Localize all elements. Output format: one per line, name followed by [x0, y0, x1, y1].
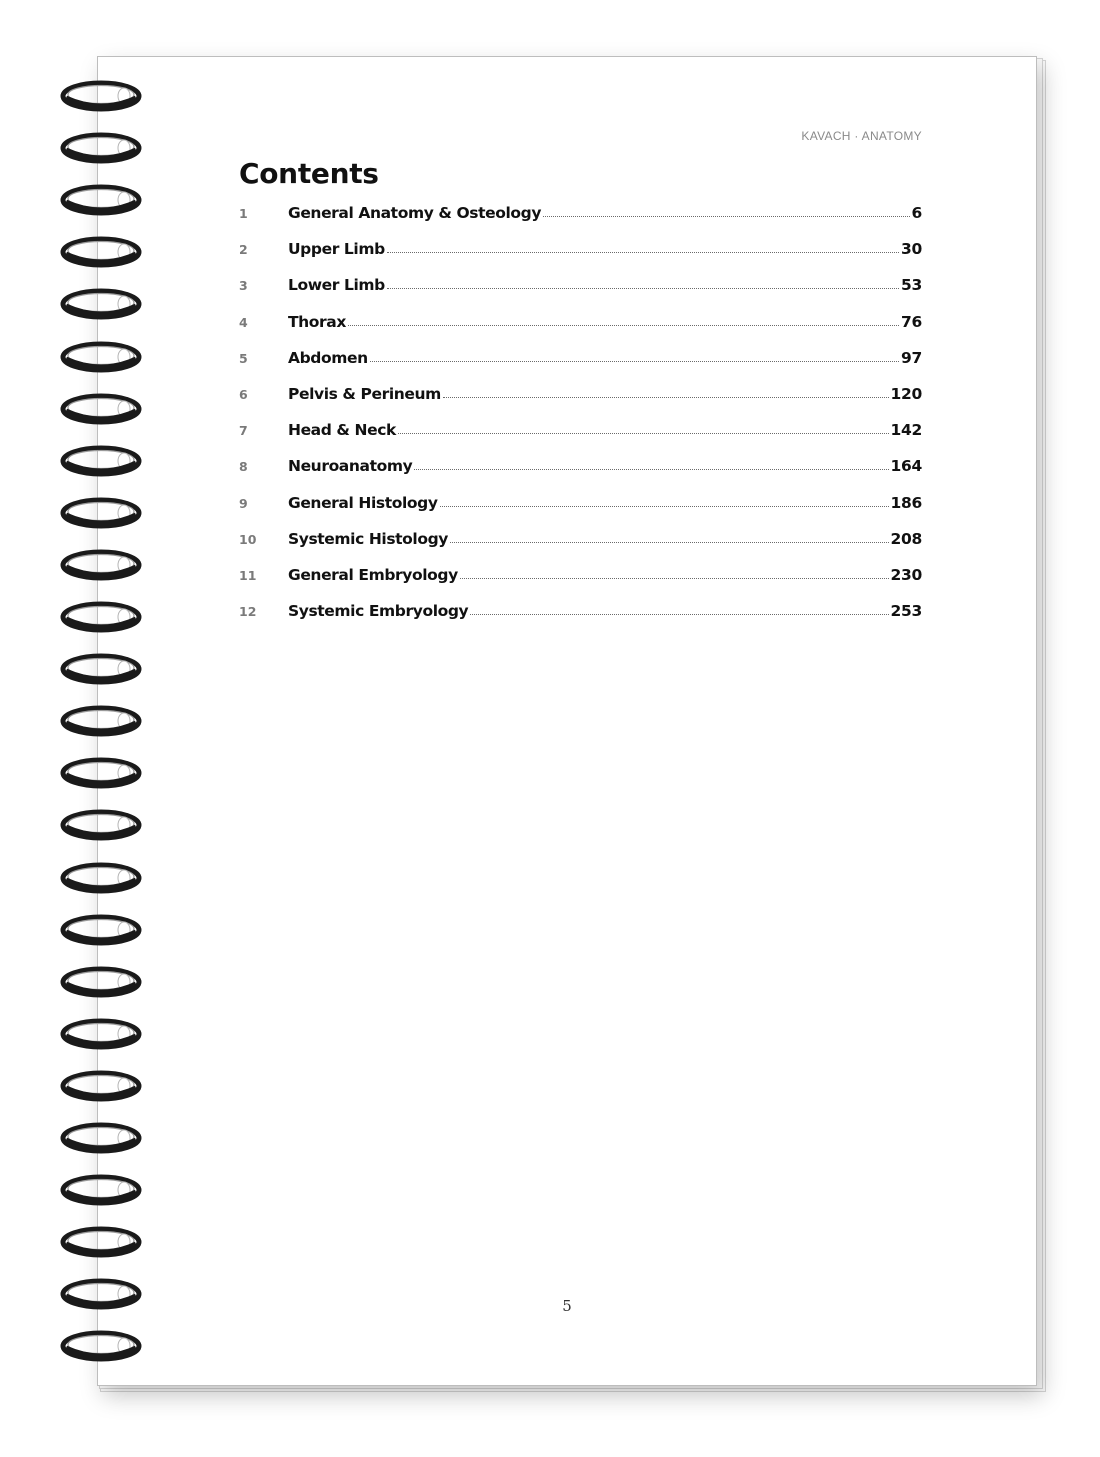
spiral-ring-icon: [58, 1276, 144, 1312]
spiral-ring-icon: [58, 391, 144, 427]
page-title: Contents: [239, 157, 379, 190]
chapter-page-number: 97: [901, 348, 922, 367]
dot-leader: [387, 287, 899, 289]
chapter-page-number: 230: [890, 565, 922, 584]
toc-entry[interactable]: [239, 385, 922, 421]
spiral-ring-icon: [58, 860, 144, 896]
toc-entry[interactable]: [239, 494, 922, 530]
notebook-page: [97, 56, 1037, 1386]
chapter-number: 1: [239, 206, 248, 221]
dot-leader: [460, 577, 889, 579]
dot-leader: [398, 432, 889, 434]
chapter-page-number: 30: [901, 240, 922, 259]
dot-leader: [443, 396, 889, 398]
spiral-ring-icon: [58, 443, 144, 479]
chapter-title: General Histology: [288, 493, 438, 512]
chapter-title: Head & Neck: [288, 421, 396, 440]
dot-leader: [348, 324, 899, 326]
chapter-page-number: 76: [901, 312, 922, 331]
spiral-binding: [58, 78, 148, 1368]
spiral-ring-icon: [58, 495, 144, 531]
chapter-title: Pelvis & Perineum: [288, 384, 441, 403]
chapter-page-number: 142: [890, 421, 922, 440]
chapter-page-number: 208: [890, 529, 922, 548]
chapter-title: Abdomen: [288, 348, 368, 367]
chapter-number: 2: [239, 242, 248, 258]
toc-entry[interactable]: [239, 566, 922, 602]
dot-leader: [543, 215, 909, 217]
chapter-number: 3: [239, 278, 248, 294]
spiral-ring-icon: [58, 234, 144, 270]
chapter-number: 7: [239, 423, 248, 439]
spiral-ring-icon: [58, 547, 144, 583]
chapter-page-number: 53: [901, 276, 922, 295]
spiral-ring-icon: [58, 651, 144, 687]
chapter-number: 6: [239, 386, 248, 402]
toc-entry[interactable]: [239, 276, 922, 312]
toc-entry[interactable]: [239, 530, 922, 566]
chapter-title: General Anatomy & Osteology: [288, 204, 542, 222]
spiral-ring-icon: [58, 807, 144, 843]
dot-leader: [440, 505, 889, 507]
spiral-ring-icon: [58, 912, 144, 948]
chapter-number: 12: [239, 604, 257, 620]
table-of-contents: [239, 204, 922, 638]
chapter-page-number: 6: [911, 204, 922, 222]
spiral-ring-icon: [58, 964, 144, 1000]
spiral-ring-icon: [58, 339, 144, 375]
dot-leader: [414, 468, 888, 470]
toc-entry[interactable]: [239, 204, 922, 240]
spiral-ring-icon: [58, 703, 144, 739]
chapter-title: Neuroanatomy: [288, 457, 413, 476]
chapter-page-number: 186: [890, 493, 922, 512]
spiral-ring-icon: [58, 1016, 144, 1052]
spiral-ring-icon: [58, 1328, 144, 1364]
spiral-ring-icon: [58, 755, 144, 791]
spiral-ring-icon: [58, 1224, 144, 1260]
chapter-title: Lower Limb: [288, 276, 385, 295]
dot-leader: [387, 251, 899, 253]
spiral-ring-icon: [58, 1120, 144, 1156]
spiral-ring-icon: [58, 78, 144, 114]
chapter-title: General Embryology: [288, 565, 458, 584]
dot-leader: [370, 360, 899, 362]
chapter-number: 10: [239, 531, 257, 547]
chapter-number: 9: [239, 495, 248, 511]
dot-leader: [470, 613, 888, 615]
chapter-title: Thorax: [288, 312, 346, 331]
chapter-number: 4: [239, 314, 248, 330]
chapter-number: 5: [239, 350, 248, 366]
toc-entry[interactable]: [239, 240, 922, 276]
page-number: 5: [562, 1297, 572, 1315]
toc-entry[interactable]: [239, 313, 922, 349]
chapter-page-number: 164: [890, 457, 922, 476]
chapter-page-number: 120: [890, 384, 922, 403]
chapter-number: 8: [239, 459, 248, 475]
spiral-ring-icon: [58, 599, 144, 635]
chapter-page-number: 253: [890, 602, 922, 621]
spiral-ring-icon: [58, 1068, 144, 1104]
chapter-title: Upper Limb: [288, 240, 385, 259]
toc-entry[interactable]: [239, 421, 922, 457]
running-header: KAVACH · ANATOMY: [801, 129, 922, 143]
spiral-ring-icon: [58, 1172, 144, 1208]
toc-entry[interactable]: [239, 349, 922, 385]
toc-entry[interactable]: [239, 457, 922, 493]
spiral-ring-icon: [58, 182, 144, 218]
spiral-ring-icon: [58, 130, 144, 166]
chapter-number: 11: [239, 567, 257, 583]
chapter-title: Systemic Embryology: [288, 602, 469, 621]
chapter-title: Systemic Histology: [288, 529, 448, 548]
dot-leader: [450, 541, 889, 543]
toc-entry[interactable]: [239, 602, 922, 638]
spiral-ring-icon: [58, 286, 144, 322]
